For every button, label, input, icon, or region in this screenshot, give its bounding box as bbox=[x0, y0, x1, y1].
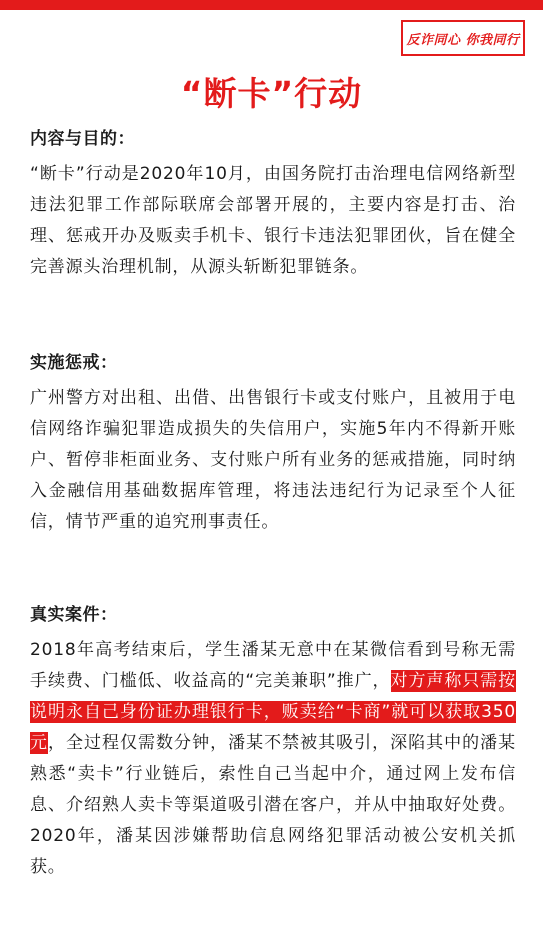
section-heading-case: 真实案件： bbox=[30, 605, 118, 625]
case-text-before: 2018年高考结束后，学生潘某无意中在某微信看到号称无需手续费、门槛低、收益高的“完美兼职”推广， bbox=[30, 640, 516, 691]
slogan-badge: 反诈同心 你我同行 bbox=[401, 20, 525, 56]
page-title: “断卡”行动 bbox=[180, 74, 363, 113]
case-text-after: ，全过程仅需数分钟，潘某不禁被其吸引，深陷其中的潘某熟悉“卖卡”行业链后，索性自己当起中介，通过网上发布信息、介绍熟人卖卡等渠道吸引潜在客户，并从中抽取好处费。2020年，潘某因涉嫌帮助信息网络犯罪活动被公安机关抓获。 bbox=[30, 733, 516, 877]
section-heading-purpose: 内容与目的： bbox=[30, 129, 135, 149]
section-text-case bbox=[30, 635, 516, 883]
section-case bbox=[30, 600, 516, 883]
top-accent-bar bbox=[0, 0, 543, 10]
section-purpose bbox=[30, 124, 516, 283]
section-heading-punishment: 实施惩戒： bbox=[30, 353, 118, 373]
section-text-purpose: “断卡”行动是2020年10月，由国务院打击治理电信网络新型违法犯罪工作部际联席会部署开展的，主要内容是打击、治理、惩戒开办及贩卖手机卡、银行卡违法犯罪团伙，旨在健全完善源头治理机制，从源头斩断犯罪链条。 bbox=[30, 164, 516, 277]
case-text-highlight: 对方声称只需按说明永自己身份证办理银行卡，贩卖给“卡商”就可以获取350元 bbox=[30, 671, 516, 753]
section-punishment bbox=[30, 348, 516, 538]
section-text-punishment: 广州警方对出租、出借、出售银行卡或支付账户，且被用于电信网络诈骗犯罪造成损失的失信用户，实施5年内不得新开账户、暂停非柜面业务、支付账户所有业务的惩戒措施，同时纳入金融信用基础数据库管理，将违法违纪行为记录至个人征信，情节严重的追究刑事责任。 bbox=[30, 388, 516, 532]
